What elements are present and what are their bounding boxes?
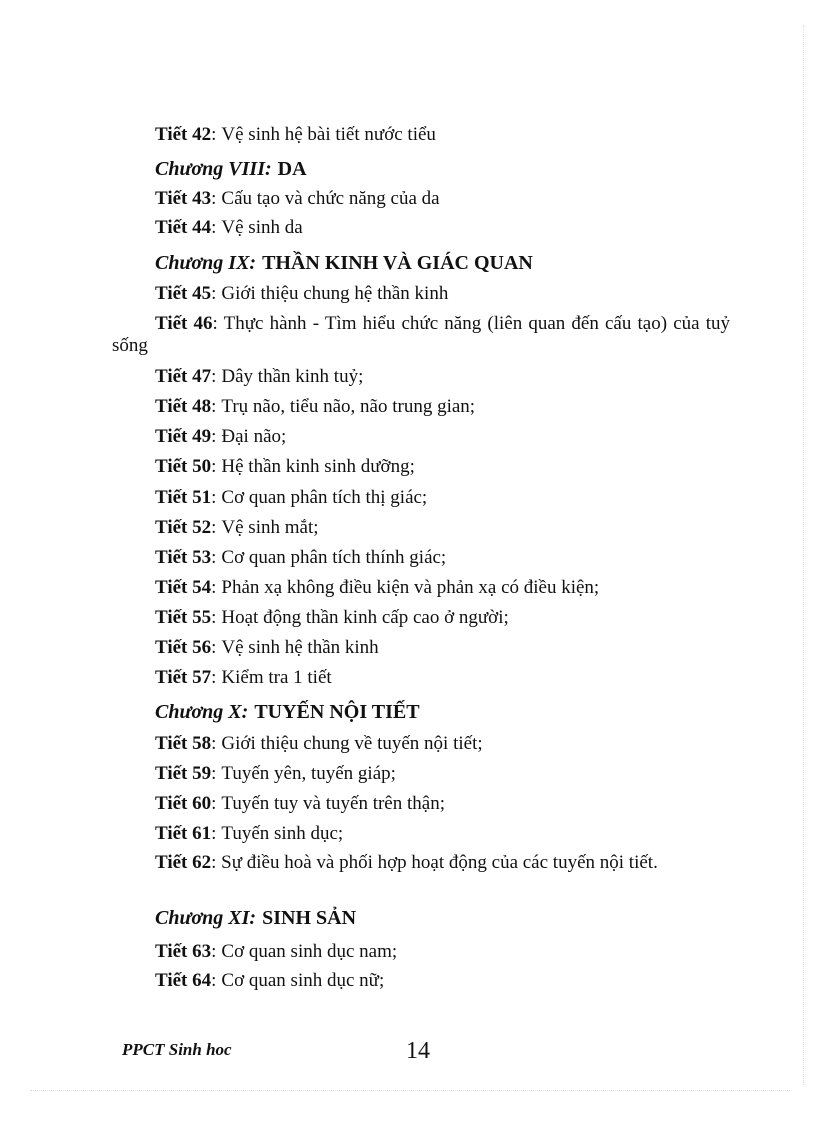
- lesson-63: Tiết 63: Cơ quan sinh dục nam;: [155, 941, 398, 962]
- lesson-56: Tiết 56: Vệ sinh hệ thần kinh: [155, 637, 379, 658]
- lesson-58: Tiết 58: Giới thiệu chung về tuyến nội tiết;: [155, 733, 483, 754]
- lesson-53: Tiết 53: Cơ quan phân tích thính giác;: [155, 547, 447, 568]
- lesson-57: Tiết 57: Kiểm tra 1 tiết: [155, 667, 332, 688]
- lesson-49: Tiết 49: Đại não;: [155, 426, 287, 447]
- lesson-47: Tiết 47: Dây thần kinh tuỷ;: [155, 366, 364, 387]
- chapter-x-heading: Chương X: TUYẾN NỘI TIẾT: [155, 701, 420, 723]
- lesson-54: Tiết 54: Phản xạ không điều kiện và phản xạ có điều kiện;: [155, 577, 600, 598]
- lesson-44: Tiết 44: Vệ sinh da: [155, 217, 303, 238]
- footer-title: PPCT Sinh hoc: [122, 1040, 232, 1059]
- page-number: 14: [406, 1038, 430, 1064]
- lesson-55: Tiết 55: Hoạt động thần kinh cấp cao ở người;: [155, 607, 509, 628]
- lesson-48: Tiết 48: Trụ não, tiểu não, não trung gian;: [155, 396, 476, 417]
- lesson-64: Tiết 64: Cơ quan sinh dục nữ;: [155, 970, 385, 991]
- lesson-45: Tiết 45: Giới thiệu chung hệ thần kinh: [155, 283, 449, 304]
- chapter-xi-heading: Chương XI: SINH SẢN: [155, 907, 357, 929]
- lesson-59: Tiết 59: Tuyến yên, tuyến giáp;: [155, 763, 396, 784]
- chapter-ix-heading: Chương IX: THẦN KINH VÀ GIÁC QUAN: [155, 252, 533, 274]
- lesson-43: Tiết 43: Cấu tạo và chức năng của da: [155, 188, 440, 209]
- lesson-51: Tiết 51: Cơ quan phân tích thị giác;: [155, 487, 428, 508]
- chapter-viii-heading: Chương VIII: DA: [155, 158, 307, 180]
- lesson-46: Tiết 46: Thực hành - Tìm hiểu chức năng (liên quan đến cấu tạo) của tuỷ sống: [112, 313, 730, 356]
- lesson-50: Tiết 50: Hệ thần kinh sinh dưỡng;: [155, 456, 415, 477]
- lesson-42: Tiết 42: Vệ sinh hệ bài tiết nước tiểu: [155, 124, 436, 145]
- lesson-61: Tiết 61: Tuyến sinh dục;: [155, 823, 344, 844]
- lesson-62: Tiết 62: Sự điều hoà và phối hợp hoạt động của các tuyến nội tiết.: [155, 852, 658, 873]
- lesson-60: Tiết 60: Tuyến tuy và tuyến trên thận;: [155, 793, 445, 814]
- right-dotted-divider: [803, 25, 804, 1085]
- lesson-52: Tiết 52: Vệ sinh mắt;: [155, 517, 319, 538]
- bottom-dotted-divider: [30, 1090, 790, 1091]
